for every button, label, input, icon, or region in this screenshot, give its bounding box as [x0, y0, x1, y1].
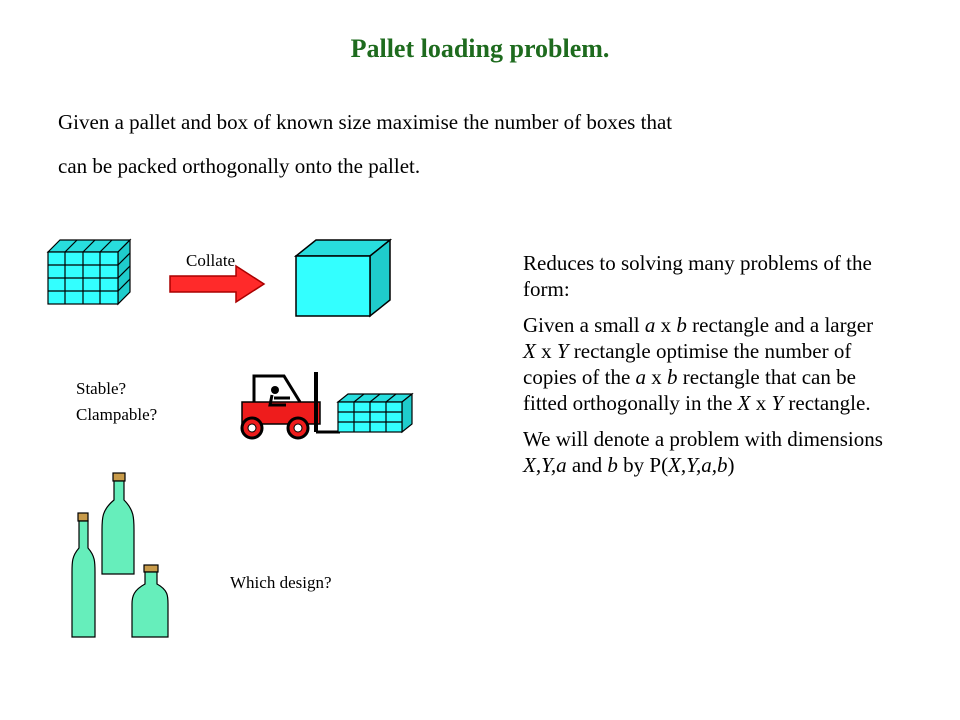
- slide-title: Pallet loading problem.: [350, 34, 610, 63]
- problem-description: [523, 250, 883, 488]
- bottles-illustration: [72, 473, 168, 637]
- bottle-short: [132, 565, 168, 637]
- loaded-box-stack: [338, 394, 412, 432]
- paragraph-reduces: Reduces to solving many problems of the form:: [523, 251, 872, 301]
- collate-label: Collate: [186, 251, 236, 270]
- bottle-tall: [102, 473, 134, 574]
- box-stack-illustration: [48, 240, 130, 304]
- paragraph-notation: We will denote a problem with dimensions X,Y,a and b by P(X,Y,a,b): [523, 427, 883, 477]
- bottle-left: [72, 513, 95, 637]
- design-label: Which design?: [230, 573, 332, 592]
- stable-label: Stable?: [76, 379, 127, 398]
- intro-line-1: Given a pallet and box of known size maximise the number of boxes that: [58, 110, 673, 134]
- paragraph-given: Given a small a x b rectangle and a larger X x Y rectangle optimise the number of copies of the a x b rectangle that can be fitted orthogonally in the X x Y rectangle.: [523, 313, 874, 415]
- forklift-icon: [242, 372, 340, 438]
- clampable-label: Clampable?: [76, 405, 158, 424]
- intro-line-2: can be packed orthogonally onto the pallet.: [58, 154, 421, 178]
- collated-box: [296, 240, 390, 316]
